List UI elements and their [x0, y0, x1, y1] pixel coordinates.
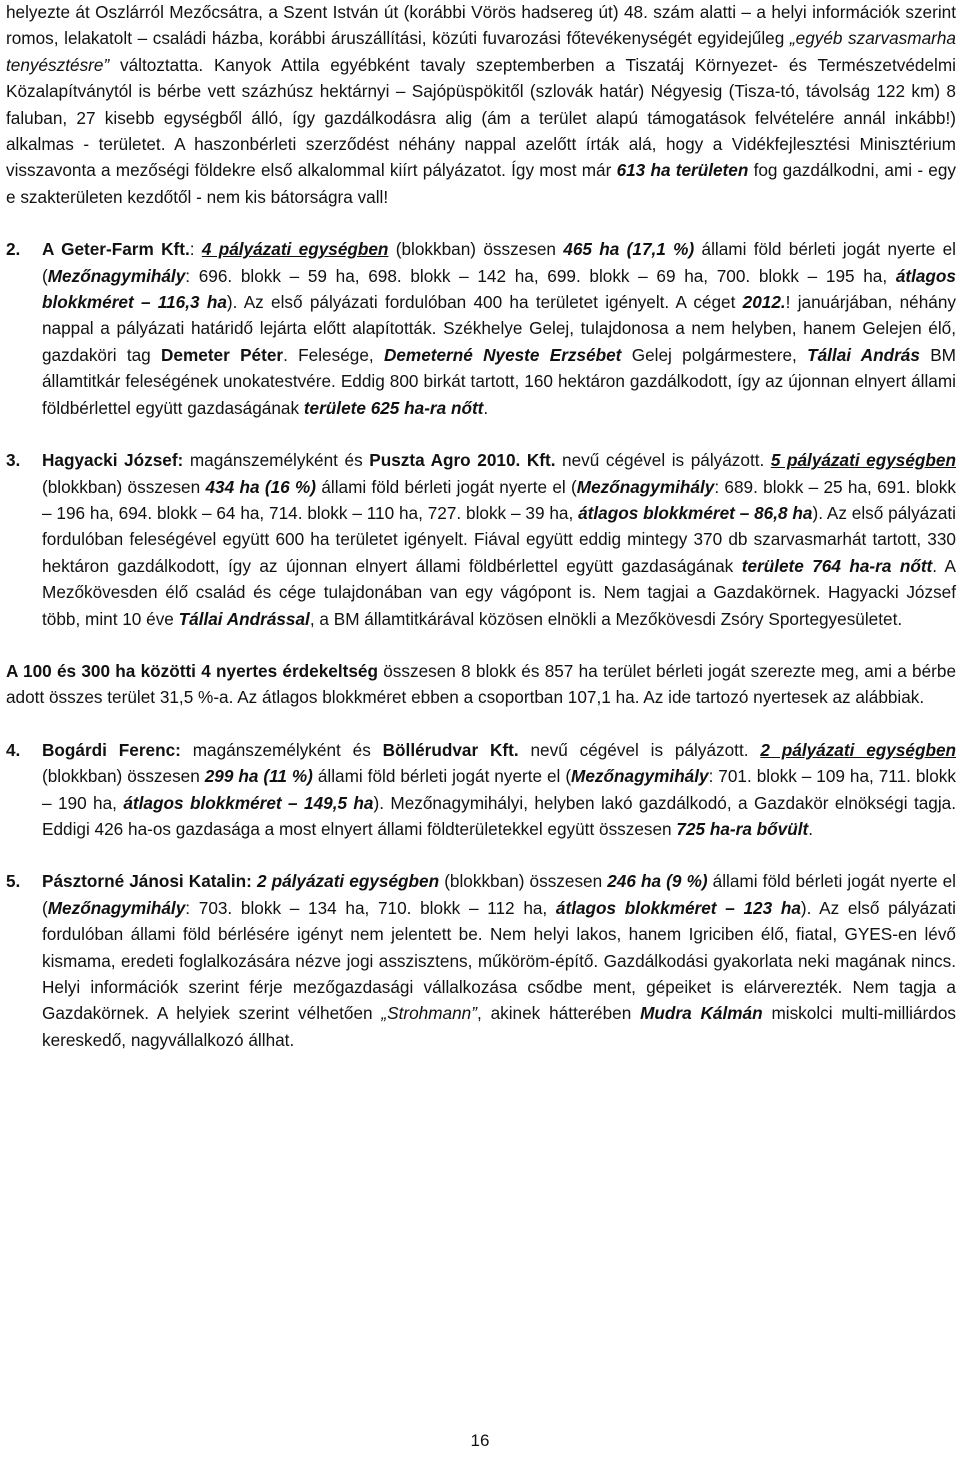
text-run: állami föld bérleti jogát nyerte el ( [42, 871, 957, 918]
text-run: „egyéb szarvasmarha tenyésztésre” [6, 28, 956, 75]
text-run: Mezőnagymihály [571, 766, 709, 787]
text-run: Puszta Agro 2010. Kft. [369, 450, 556, 471]
text-run: 5 pályázati egységben [770, 450, 956, 471]
text-run: nevű cégével is pályázott. [518, 739, 761, 760]
text-run: „Strohmann” [381, 1003, 477, 1024]
text-run: állami föld bérleti jogát nyerte el ( [42, 239, 956, 286]
list-number: 5. [6, 871, 21, 892]
text-run: átlagos blokkméret – 123 ha [555, 897, 801, 918]
text-run: (blokkban) összesen [42, 476, 206, 497]
text-run: 2 pályázati egységben [760, 739, 956, 760]
text-run: Hagyacki József: [42, 450, 184, 471]
text-run: : [189, 239, 202, 260]
text-run: . [808, 818, 813, 839]
text-run: 2 pályázati egységben [256, 871, 440, 892]
text-run: : 703. blokk – 134 ha, 710. blokk – 112 ha, [185, 897, 556, 918]
text-run: , akinek hátterében [476, 1003, 641, 1024]
paragraph-summary [6, 658, 956, 711]
text-run: miskolci multi-milliárdos kereskedő, nagyvállalkozó állhat. [42, 1003, 956, 1050]
text-run: A 100 és 300 ha közötti 4 nyertes érdekeltség [6, 660, 378, 681]
text-run: Demeterné Nyeste Erzsébet [383, 344, 622, 365]
text-run: (blokkban) összesen [439, 871, 608, 892]
text-run: (blokkban) összesen [388, 239, 564, 260]
text-run: ). Az első pályázati fordulóban feleségével együtt 600 ha területet igényelt. Fiával együtt eddig mintegy 370 db szarvasmarhát tartott, 330 hektáron gazdálkodott, így az újonnan elnyert állami földbérlettel együtt gazdaságának [42, 502, 956, 576]
text-run: 4 pályázati egységben [201, 239, 389, 260]
text-run: A Geter-Farm Kft. [42, 239, 190, 260]
text-run: átlagos blokkméret – 149,5 ha [123, 792, 374, 813]
list-item-text [42, 447, 956, 632]
list-item-2 [6, 236, 956, 421]
text-run: 299 ha (11 %) [204, 766, 313, 787]
text-run: Tállai András [807, 344, 920, 365]
text-run: : 689. blokk – 25 ha, 691. blokk – 196 ha, 694. blokk – 64 ha, 714. blokk – 110 ha, 727. blokk – 39 ha, [42, 476, 956, 523]
text-run: 613 ha területen [616, 160, 749, 181]
text-run: : 701. blokk – 109 ha, 711. blokk – 190 ha, [42, 766, 956, 813]
text-run: területe 625 ha-ra nőtt [303, 397, 484, 418]
text-run: ). Az első pályázati fordulóban állami föld bérlésére igényt nem jelentett be. Nem helyi lakos, hanem Igriciben élő, fiatal, GYES-en lévő kismama, eredeti foglalkozására nézve jogi asszisztens, műköröm-építő. Gazdálkodási gyakorlata neki magának nincs. Helyi információk szerint férje mezőgazdasági vállalkozása csődbe ment, gépeiket is elárverezték. Nem tagja a Gazdakörnek. A helyiek szerint vélhetően [42, 897, 956, 1024]
text-run: . Felesége, [283, 344, 384, 365]
text-run: . [483, 397, 489, 418]
text-run: helyezte át Oszlárról Mezőcsátra, a Szent István út (korábbi Vörös hadsereg út) 48. szám alatti – a helyi információk szerint romos, lelakatolt – családi házba, korábbi áruszállítási, közúti fuvarozási főtevékenységét egyidejűleg [6, 2, 956, 49]
text-run: 2012. [742, 292, 786, 313]
text-run: állami föld bérleti jogát nyerte el ( [312, 766, 572, 787]
text-run: : 696. blokk – 59 ha, 698. blokk – 142 ha, 699. blokk – 69 ha, 700. blokk – 195 ha, [185, 265, 896, 286]
list-number: 3. [6, 450, 21, 471]
text-run: Mudra Kálmán [640, 1003, 763, 1024]
text-run: változtatta. Kanyok Attila egyébként tavaly szeptemberben a Tiszatáj Környezet- és Természetvédelmi Közalapítványtól is bérbe vett százhúsz hektárnyi – Sajópüspökitől (szlovák határ) Négyesig (Tisza-tó, távolság 122 km) 8 faluban, 27 kisebb egységből álló, így gazdálkodásra alig (ám a terület alapú támogatások felvételére annál inkább!) alkalmas - területet. A haszonbérleti szerződést néhány nappal azelőtt írták alá, hogy a Vidékfejlesztési Minisztérium visszavonta a mezőségi földekre első alkalommal kiírt pályázatot. Így most már [6, 54, 956, 181]
list-item-3 [6, 447, 956, 632]
text-run: Böllérudvar Kft. [382, 739, 519, 760]
text-run: ! januárjában, néhány nappal a pályázati határidő lejárta előtt alapították. Székhelye Gelej, tulajdonosa a nem helyben, hanem Gelejen élő, gazdaköri tag [42, 292, 956, 365]
page-number: 16 [470, 1431, 490, 1450]
text-run: nevű cégével is pályázott. [555, 450, 771, 471]
text-run: Demeter Péter [161, 344, 284, 365]
list-number: 4. [6, 739, 21, 760]
text-run: 465 ha (17,1 %) [563, 239, 695, 260]
document-page [6, 0, 956, 1053]
text-run: 246 ha (9 %) [607, 871, 708, 892]
text-run: Mezőnagymihály [576, 476, 715, 497]
text-run: ). Mezőnagymihályi, helyben lakó gazdálkodó, a Gazdakör elnökségi tagja. Eddigi 426 ha-os gazdasága a most elnyert állami földterületekkel együtt összesen [42, 792, 956, 839]
text-run: területe 764 ha-ra nőtt [741, 555, 933, 576]
text-run: állami föld bérleti jogát nyerte el ( [316, 476, 577, 497]
list-item-text [42, 236, 956, 421]
text-run: Tállai Andrással [178, 608, 310, 629]
text-run: Pásztorné Jánosi Katalin: [42, 871, 252, 892]
text-run: magánszemélyként és [180, 739, 383, 760]
text-run: , a BM államtitkárával közösen elnökli a Mezőkövesdi Zsóry Sportegyesületet. [309, 608, 903, 629]
text-run: Mezőnagymihály [47, 897, 186, 918]
paragraph-intro [6, 0, 956, 210]
list-item-text [42, 868, 956, 1053]
text-run: átlagos blokkméret – 116,3 ha [42, 265, 956, 313]
list-item-5 [6, 868, 956, 1053]
text-run: Mezőnagymihály [47, 265, 186, 286]
text-run: 725 ha-ra bővült [676, 818, 809, 839]
text-run: Gelej polgármestere, [621, 344, 808, 365]
list-number: 2. [6, 239, 21, 260]
text-run: ). Az első pályázati fordulóban 400 ha területet igényelt. A céget [226, 292, 743, 313]
list-item-text [42, 737, 956, 843]
text-run: magánszemélyként és [183, 450, 370, 471]
text-run: 434 ha (16 %) [205, 476, 317, 497]
text-run: (blokkban) összesen [42, 766, 205, 787]
text-run: összesen 8 blokk és 857 ha terület bérleti jogát szerezte meg, ami a bérbe adott összes terület 31,5 %-a. Az átlagos blokkméret ebben a csoportban 107,1 ha. Az ide tartozó nyertesek az alábbiak. [6, 660, 957, 708]
text-run: BM államtitkár feleségének unokatestvére. Eddig 800 birkát tartott, 160 hektáron gazdálkodott, így az újonnan elnyert állami földbérlettel együtt gazdaságának [42, 344, 957, 418]
text-run: átlagos blokkméret – 86,8 ha [578, 502, 813, 523]
list-item-4 [6, 737, 956, 843]
text-run: . A Mezőkövesden élő család és cége tulajdonában van egy vágópont is. Nem tagjai a Gazdakörnek. Hagyacki József több, mint 10 éve [42, 555, 956, 629]
text-run: Bogárdi Ferenc: [42, 739, 181, 760]
text-run: fog gazdálkodni, ami - egy e szakterületen kezdőtől - nem kis bátorságra vall! [6, 160, 956, 207]
